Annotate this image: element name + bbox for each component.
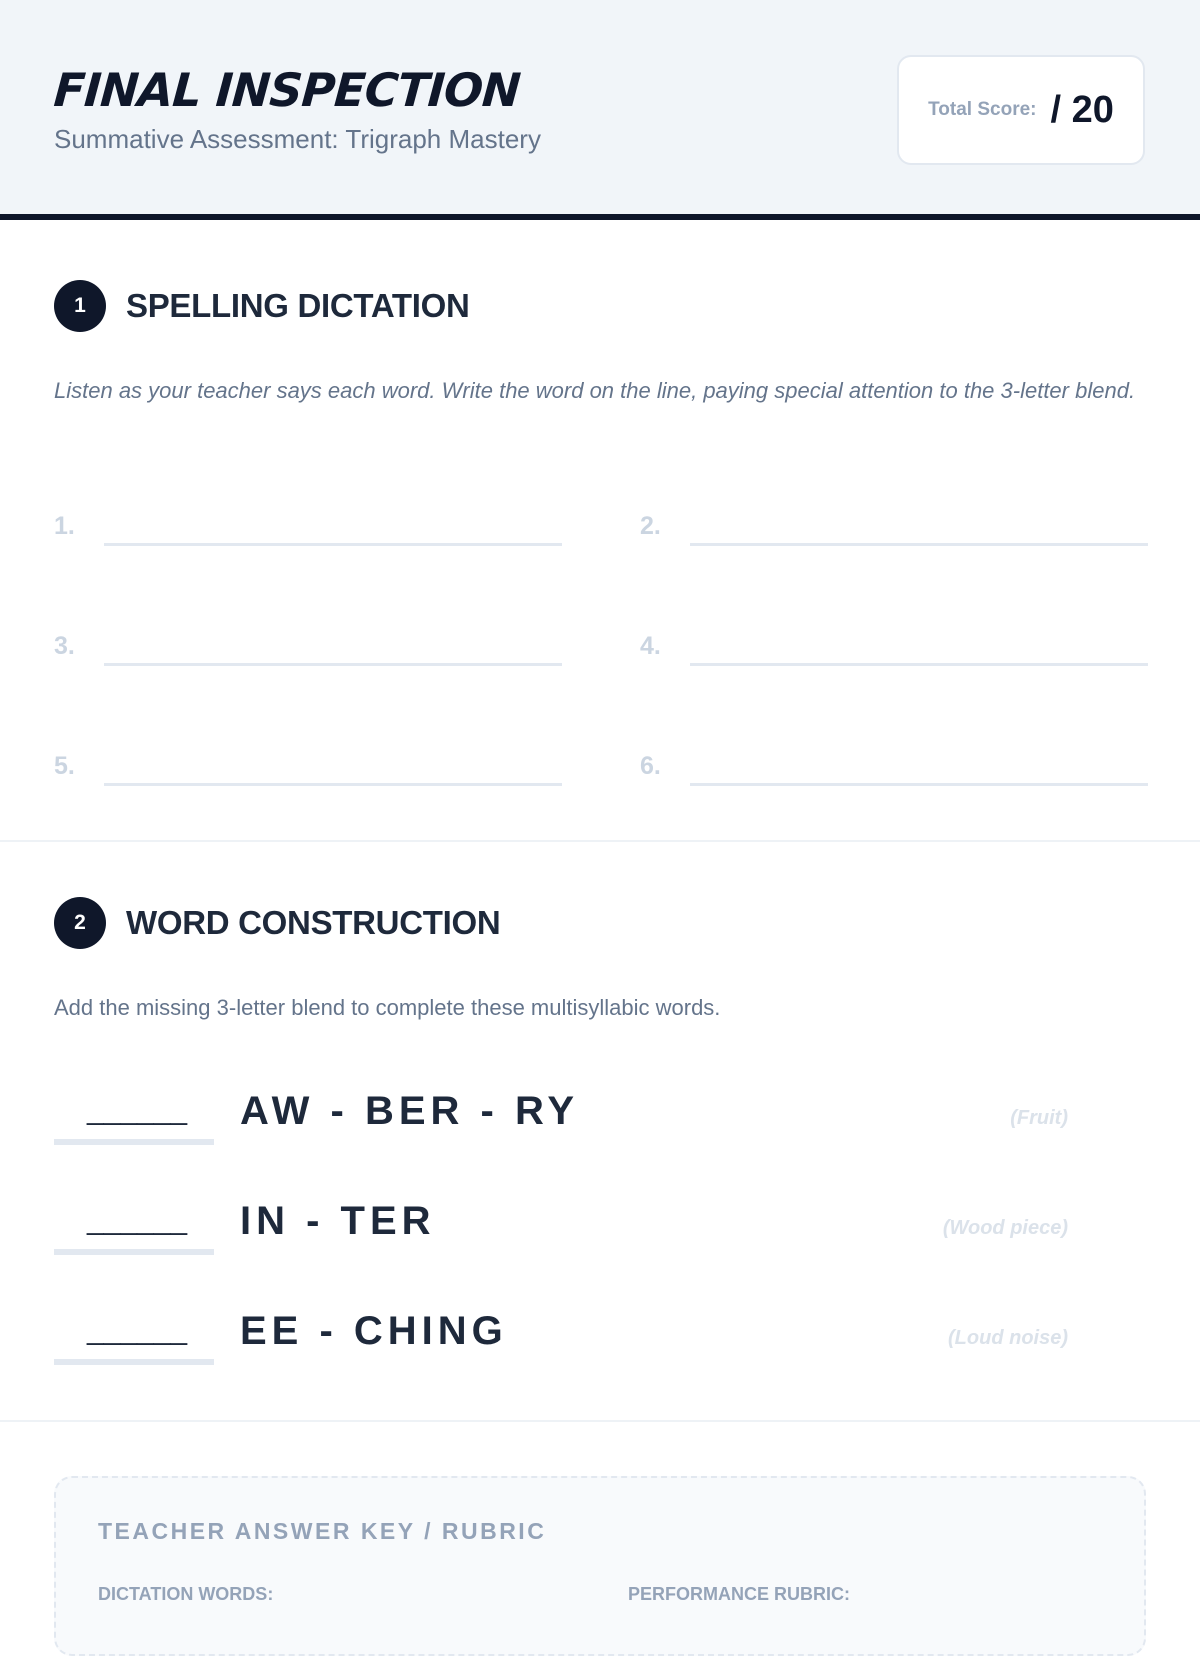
dictation-item-number: 4. [640,632,661,660]
dictation-item-number: 5. [54,752,75,780]
section-title: SPELLING DICTATION [126,287,470,324]
worksheet-header [0,0,1200,220]
word-parts: EE - CHING [240,1309,508,1353]
blank-answer-field[interactable] [54,1139,214,1145]
dictation-item-number: 6. [640,752,661,780]
answer-line[interactable] [104,783,562,786]
word-hint: (Fruit) [1010,1107,1068,1129]
blank-placeholder: ______ [87,1093,188,1126]
score-label: Total Score: [928,99,1037,120]
answer-line[interactable] [690,543,1148,546]
blank-placeholder: ______ [87,1313,188,1346]
dictation-item-number: 2. [640,512,661,540]
dictation-words-label: DICTATION WORDS: [98,1584,274,1604]
blank-placeholder: ______ [87,1203,188,1236]
answer-line[interactable] [104,543,562,546]
construction-instructions: Add the missing 3-letter blend to complete these multisyllabic words. [54,995,721,1020]
word-parts: IN - TER [240,1199,436,1243]
blank-answer-field[interactable] [54,1249,214,1255]
page-title: FINAL INSPECTION [52,63,522,117]
word-construction-row [54,1301,1144,1371]
dictation-item-4[interactable] [640,622,1150,672]
dictation-item-3[interactable] [54,622,564,672]
word-hint: (Wood piece) [942,1217,1068,1239]
answer-line[interactable] [690,663,1148,666]
dictation-item-number: 3. [54,632,75,660]
answer-line[interactable] [104,663,562,666]
section-title: WORD CONSTRUCTION [126,904,501,941]
performance-rubric-label: PERFORMANCE RUBRIC: [628,1584,850,1604]
answer-key-title: TEACHER ANSWER KEY / RUBRIC [98,1518,547,1544]
section-number-badge: 2 [54,897,106,949]
section-divider [0,840,1200,842]
word-construction-row [54,1191,1144,1261]
dictation-item-1[interactable] [54,502,564,552]
section-word-construction-header [54,897,500,949]
dictation-item-number: 1. [54,512,75,540]
dictation-instructions: Listen as your teacher says each word. Write the word on the line, paying special attention to the 3-letter blend. [54,378,1136,403]
section-number-badge: 1 [54,280,106,332]
word-hint: (Loud noise) [948,1327,1068,1349]
section-divider [0,1420,1200,1422]
dictation-item-2[interactable] [640,502,1150,552]
word-parts: AW - BER - RY [240,1089,580,1133]
page-subtitle: Summative Assessment: Trigraph Mastery [54,124,541,154]
score-value: / 20 [1050,88,1114,131]
dictation-item-5[interactable] [54,742,564,792]
dictation-item-6[interactable] [640,742,1150,792]
word-construction-row [54,1081,1144,1151]
section-spelling-dictation-header [54,280,470,332]
teacher-answer-key [54,1476,1146,1656]
answer-line[interactable] [690,783,1148,786]
blank-answer-field[interactable] [54,1359,214,1365]
total-score-box [897,55,1145,165]
